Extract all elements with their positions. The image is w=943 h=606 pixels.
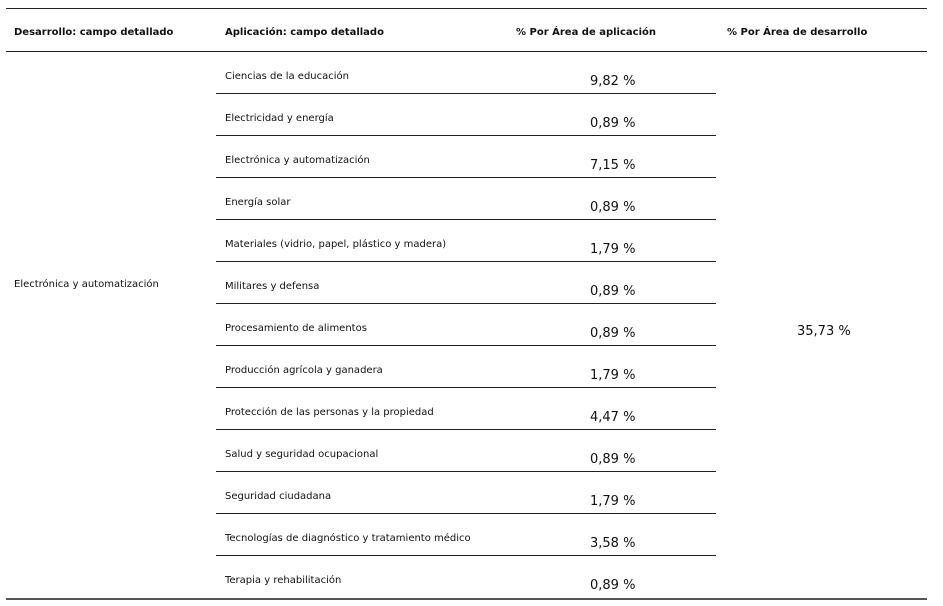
application-label: Terapia y rehabilitación <box>225 575 342 586</box>
application-percentage: 9,82 % <box>590 74 636 89</box>
development-total-cell: 35,73 % <box>797 324 851 339</box>
application-label: Electricidad y energía <box>225 113 334 124</box>
application-percentage: 3,58 % <box>590 536 636 551</box>
table-row <box>216 388 716 430</box>
table-row <box>216 346 716 388</box>
application-label: Ciencias de la educación <box>225 71 350 82</box>
table-row <box>216 136 716 178</box>
application-label: Protección de las personas y la propiedad <box>225 407 434 418</box>
application-label: Tecnologías de diagnóstico y tratamiento médico <box>225 533 471 544</box>
application-percentage: 1,79 % <box>590 494 636 509</box>
table-row <box>216 262 716 304</box>
header-development: Desarrollo: campo detallado <box>14 27 174 38</box>
application-percentage: 0,89 % <box>590 578 636 593</box>
application-percentage: 1,79 % <box>590 368 636 383</box>
table-row <box>216 304 716 346</box>
application-percentage: 0,89 % <box>590 116 636 131</box>
header-pct-application: % Por Área de aplicación <box>516 27 656 38</box>
header-pct-development: % Por Área de desarrollo <box>727 27 868 38</box>
header-application: Aplicación: campo detallado <box>225 27 384 38</box>
application-label: Energía solar <box>225 197 291 208</box>
application-label: Seguridad ciudadana <box>225 491 332 502</box>
application-percentage: 0,89 % <box>590 200 636 215</box>
table-row <box>216 220 716 262</box>
table-row <box>216 178 716 220</box>
application-label: Procesamiento de alimentos <box>225 323 367 334</box>
table-row <box>216 94 716 136</box>
application-percentage: 4,47 % <box>590 410 636 425</box>
application-percentage: 0,89 % <box>590 326 636 341</box>
table-row <box>216 472 716 514</box>
application-percentage: 1,79 % <box>590 242 636 257</box>
application-percentage: 0,89 % <box>590 284 636 299</box>
application-percentage: 7,15 % <box>590 158 636 173</box>
application-label: Electrónica y automatización <box>225 155 370 166</box>
development-field-cell: Electrónica y automatización <box>14 279 159 290</box>
table-row <box>216 52 716 94</box>
application-percentage: 0,89 % <box>590 452 636 467</box>
application-label: Producción agrícola y ganadera <box>225 365 383 376</box>
application-label: Materiales (vidrio, papel, plástico y madera) <box>225 239 447 250</box>
table-row <box>216 430 716 472</box>
application-label: Militares y defensa <box>225 281 320 292</box>
table-bottom-rule <box>6 598 927 600</box>
table-row <box>216 514 716 556</box>
application-label: Salud y seguridad ocupacional <box>225 449 379 460</box>
table-row <box>216 556 716 598</box>
table-top-rule <box>6 8 927 9</box>
